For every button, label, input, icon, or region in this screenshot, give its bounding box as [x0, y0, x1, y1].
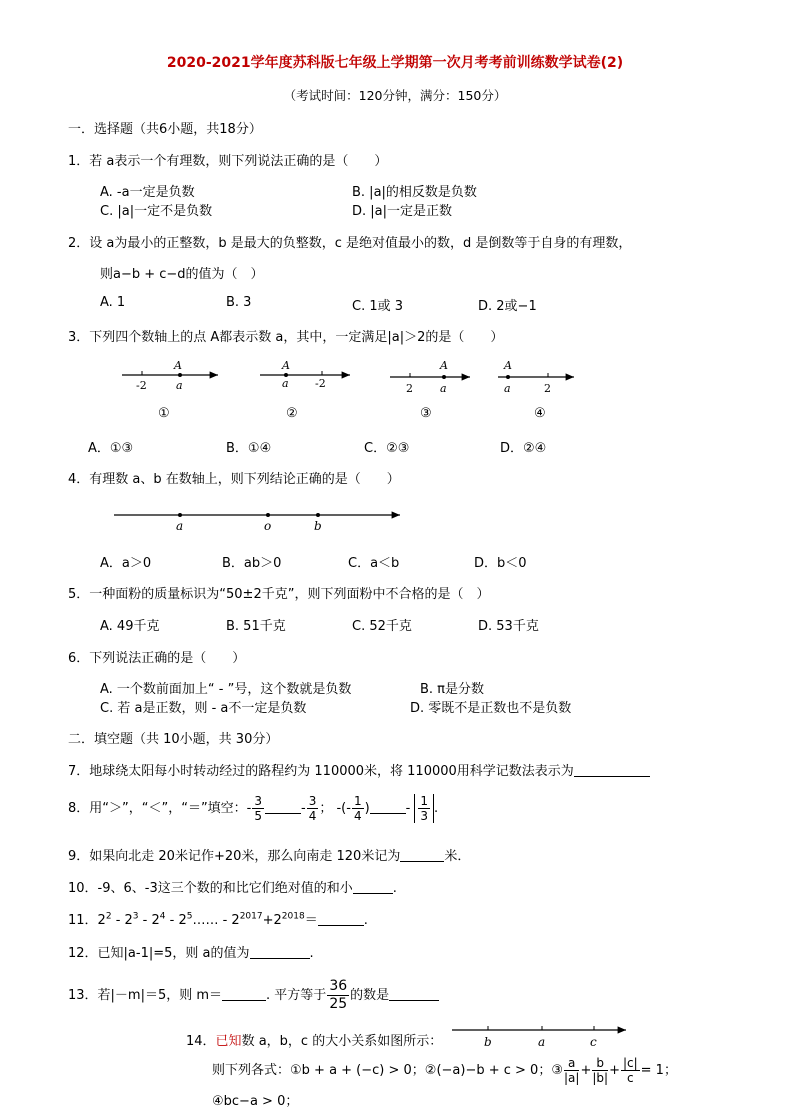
- q3-axis-4-tick-2: 2: [544, 382, 551, 395]
- question-2-line2: 则a−b + c−d的值为（ ）: [100, 267, 264, 282]
- q3-axis-2: [260, 359, 350, 421]
- question-7-text: 7．地球绕太阳每小时转动经过的路程约为 110000米，将 110000用科学记数法表示为: [68, 764, 574, 779]
- q3-axis-3-label: ③: [420, 406, 432, 421]
- q14-frac-b-den: |b|: [592, 1071, 609, 1085]
- q4-option-a[interactable]: A．a＞0: [100, 556, 152, 571]
- q14-number: 14．: [186, 1034, 216, 1049]
- q14-tick-a: a: [538, 1035, 546, 1049]
- q5-option-c[interactable]: C. 52千克: [352, 619, 412, 634]
- q8-sep-2: ； -(-: [319, 801, 351, 816]
- question-2-stem: 2．设 a为最小的正整数，b 是最大的负整数，c 是绝对值最小的数，d 是倒数等于自身的有理数，: [68, 236, 632, 251]
- q8-frac1-den: 5: [254, 809, 263, 823]
- q4-option-b[interactable]: B．ab＞0: [222, 556, 282, 571]
- q11-answer-blank[interactable]: [318, 911, 364, 926]
- q8-sep-1: -: [301, 801, 306, 816]
- q3-axis-4-label: ④: [534, 406, 546, 421]
- q1-option-a[interactable]: A. -a一定是负数: [100, 185, 195, 200]
- q11-exp-1: 2: [105, 911, 112, 922]
- q3-axis-3-tick-2: a: [440, 382, 447, 395]
- q11-equals: ＝: [304, 913, 318, 928]
- q14-eq: = 1；: [640, 1063, 677, 1078]
- q8-absolute-value: [414, 794, 434, 823]
- q8-frac2-num: 3: [308, 794, 317, 808]
- q11-part-a: 11．2: [68, 913, 106, 928]
- q8-blank-1[interactable]: [265, 799, 301, 814]
- section-2-heading: 二．填空题（共 10小题，共 30分）: [68, 732, 279, 747]
- q7-answer-blank[interactable]: [574, 762, 650, 777]
- question-14-line3: ④bc−a > 0；: [212, 1094, 299, 1109]
- q14-stem-text: 数 a，b，c 的大小关系如图所示：: [241, 1034, 443, 1049]
- q6-option-a[interactable]: A. 一个数前面加上“ - ”号，这个数就是负数: [100, 682, 352, 697]
- q11-exp-6: 2018: [281, 911, 305, 922]
- q13-part-a: 13．若|－m|＝5，则 m＝: [68, 988, 223, 1003]
- q8-frac2-den: 4: [308, 809, 317, 823]
- q11-part-b: - 2: [111, 913, 133, 928]
- q13-fraction: [327, 978, 349, 1013]
- q5-option-b[interactable]: B. 51千克: [226, 619, 286, 634]
- q9-text: 9．如果向北走 20米记作+20米，那么向南走 120米记为: [68, 849, 401, 864]
- q8-fraction-1: [252, 794, 264, 823]
- q8-sep-4: -: [405, 801, 411, 816]
- q14-frac-a-num: a: [564, 1056, 579, 1071]
- q11-part-f: +2: [262, 913, 282, 928]
- question-1-stem: 1．若 a表示一个有理数，则下列说法正确的是（ ）: [68, 154, 388, 169]
- q11-part-e: …… - 2: [192, 913, 240, 928]
- q13-frac-den: 25: [329, 996, 348, 1012]
- q8-prefix: 8．用“＞”，“＜”，“＝”填空：-: [68, 801, 252, 816]
- question-14-stem: [186, 1030, 442, 1049]
- q14-frac-c: [621, 1056, 640, 1085]
- q3-option-b[interactable]: B．①④: [226, 441, 272, 456]
- q8-frac3-num: 1: [353, 794, 362, 808]
- q14-frac-a-den: |a|: [564, 1071, 580, 1085]
- q3-axis-4: [498, 359, 574, 421]
- q3-axis-2-point-label: A: [282, 359, 290, 372]
- q8-frac4-den: 3: [420, 809, 429, 823]
- question-9: [68, 845, 470, 864]
- question-10: 10．-9、6、-3这三个数的和比它们绝对值的和小 .: [68, 881, 397, 896]
- q8-blank-2[interactable]: [370, 799, 406, 814]
- q3-axis-3: [390, 359, 470, 421]
- question-8: [68, 794, 438, 823]
- q2-option-c[interactable]: C. 1或 3: [352, 299, 404, 314]
- q8-fraction-2: [307, 794, 319, 823]
- q6-option-d[interactable]: D. 零既不是正数也不是负数: [410, 701, 572, 716]
- q13-frac-num: 36: [329, 978, 348, 994]
- q4-option-c[interactable]: C．a＜b: [348, 556, 400, 571]
- q3-axis-2-tick-2: -2: [315, 377, 326, 390]
- q14-frac-c-den: c: [627, 1071, 634, 1085]
- q3-axis-1-tick-2: a: [176, 379, 183, 392]
- q14-known: 已知: [215, 1034, 242, 1049]
- q8-sep-3: ): [364, 801, 370, 816]
- section-1-heading: 一．选择题（共6小题，共18分）: [68, 122, 262, 137]
- q3-option-a[interactable]: A．①③: [88, 441, 134, 456]
- q8-frac1-num: 3: [254, 794, 263, 808]
- q1-option-b[interactable]: B. |a|的相反数是负数: [352, 185, 477, 200]
- q9-unit: 米．: [444, 849, 471, 864]
- question-5-stem: 5．一种面粉的质量标识为“50±2千克”，则下列面粉中不合格的是（ ）: [68, 587, 490, 602]
- q6-option-b[interactable]: B. π是分数: [420, 682, 485, 697]
- q14-frac-b-num: b: [592, 1056, 608, 1071]
- question-11: 11．$2^2 - 2^3 - 2^4$ - $2^5\dots\dots - 2^{2017}+2^{2018}=$ .: [68, 911, 368, 928]
- q2-option-d[interactable]: D. 2或−1: [478, 299, 537, 314]
- q4-tick-a: a: [176, 519, 184, 533]
- q11-part-c: - 2: [138, 913, 160, 928]
- question-7: [68, 760, 650, 779]
- q14-frac-b: [592, 1056, 608, 1085]
- q3-axis-4-point-label: A: [504, 359, 512, 372]
- q3-axis-4-tick-1: a: [504, 382, 511, 395]
- exam-info: （考试时间：120分钟，满分：150分）: [283, 88, 507, 103]
- q13-blank-1[interactable]: [222, 986, 266, 1001]
- q3-axis-1-label: ①: [158, 406, 170, 421]
- q8-fraction-3: [352, 794, 364, 823]
- q11-exp-2: 3: [132, 911, 139, 922]
- q13-part-c: 的数是: [350, 988, 390, 1003]
- q3-axis-2-label: ②: [286, 406, 298, 421]
- question-6-stem: 6．下列说法正确的是（ ）: [68, 651, 246, 666]
- q14-frac-a: [564, 1056, 579, 1085]
- q4-tick-b: b: [314, 519, 322, 533]
- q3-axis-3-tick-1: 2: [406, 382, 413, 395]
- q11-exp-3: 4: [159, 911, 166, 922]
- q3-axis-2-tick-1: a: [282, 377, 289, 390]
- q12-text: 12．已知|a-1|=5，则 a的值为: [68, 946, 250, 961]
- q9-answer-blank[interactable]: [400, 847, 444, 862]
- q14-tick-b: b: [484, 1035, 492, 1049]
- q10-answer-blank[interactable]: [353, 879, 393, 894]
- q6-option-c[interactable]: C. 若 a是正数，则 - a不一定是负数: [100, 701, 307, 716]
- question-4-stem: 4．有理数 a、b 在数轴上，则下列结论正确的是（ ）: [68, 472, 400, 487]
- q4-number-axis: [110, 504, 410, 534]
- q8-frac3-den: 4: [353, 809, 362, 823]
- q13-blank-2[interactable]: [389, 986, 439, 1001]
- q13-part-b: . 平方等于: [266, 988, 327, 1003]
- q2-option-a[interactable]: A. 1: [100, 295, 126, 310]
- q14-frac-c-num: |c|: [622, 1056, 638, 1070]
- question-12: 12．已知|a-1|=5，则 a的值为 .: [68, 946, 314, 961]
- q11-part-d: - 2: [165, 913, 187, 928]
- q5-option-d[interactable]: D. 53千克: [478, 619, 539, 634]
- q8-end: .: [434, 801, 439, 816]
- page-title: 2020-2021学年度苏科版七年级上学期第一次月考考前训练数学试卷(2): [166, 55, 624, 71]
- q3-axis-1: [122, 359, 218, 421]
- q8-frac4-num: 1: [420, 794, 429, 808]
- q4-option-d[interactable]: D．b＜0: [474, 556, 527, 571]
- question-3-stem: 3．下列四个数轴上的点 A都表示数 a，其中，一定满足|a|＞2的是（ ）: [68, 330, 504, 345]
- q3-option-c[interactable]: C．②③: [364, 441, 410, 456]
- q3-number-axes: [110, 355, 590, 425]
- q1-option-c[interactable]: C. |a|一定不是负数: [100, 204, 213, 219]
- q8-fraction-4: [418, 794, 430, 823]
- q3-option-d[interactable]: D．②④: [500, 441, 547, 456]
- q14-line2-text: 则下列各式：①b + a + (−c) > 0；②(−a)−b + c > 0；③: [212, 1063, 563, 1078]
- question-14-line2: 则下列各式：①b + a + (−c) > 0；②(−a)−b + c > 0；③ $\frac{a}{|a|}$ + $\frac{b}{|b|}$ + $\frac{|c|}{c}$ = 1；: [212, 1056, 677, 1085]
- q12-answer-blank[interactable]: [250, 944, 310, 959]
- question-13: [68, 978, 439, 1013]
- q2-option-b[interactable]: B. 3: [226, 295, 252, 310]
- q10-text: 10．-9、6、-3这三个数的和比它们绝对值的和小: [68, 881, 353, 896]
- q1-option-d[interactable]: D. |a|一定是正数: [352, 204, 453, 219]
- q14-tick-c: c: [590, 1035, 597, 1049]
- q3-axis-3-point-label: A: [440, 359, 448, 372]
- q5-option-a[interactable]: A. 49千克: [100, 619, 160, 634]
- q4-tick-o: o: [264, 519, 272, 533]
- q14-number-axis: [448, 1020, 632, 1050]
- q11-exp-5: 2017: [239, 911, 263, 922]
- q3-axis-1-point-label: A: [174, 359, 182, 372]
- q11-exp-4: 5: [186, 911, 193, 922]
- q3-axis-1-tick-1: -2: [136, 379, 147, 392]
